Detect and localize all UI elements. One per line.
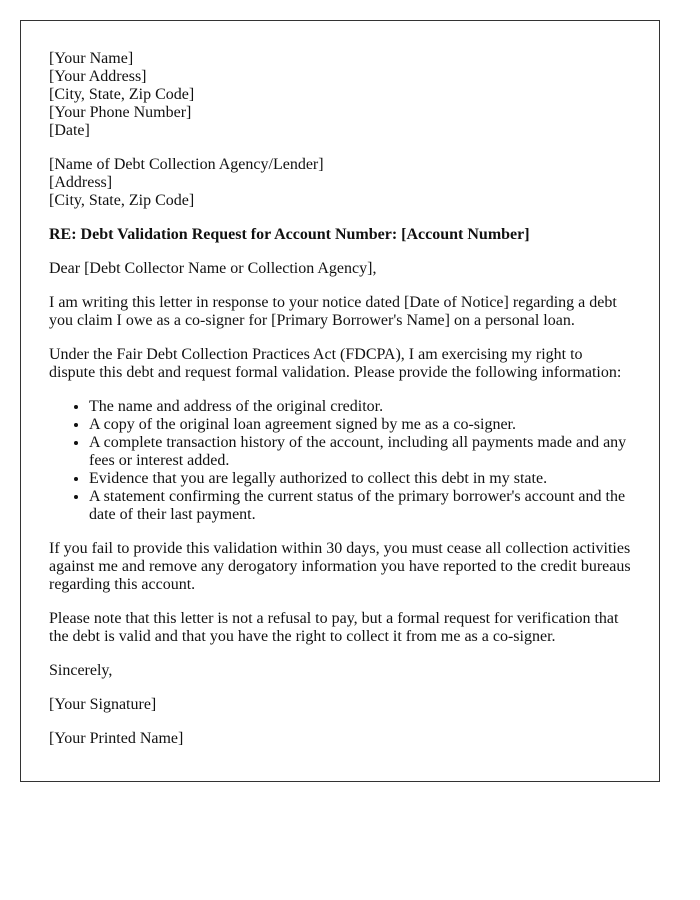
sender-city-state-zip: [City, State, Zip Code]	[49, 86, 195, 103]
body-paragraph-1: I am writing this letter in response to your notice dated [Date of Notice] regarding a debt you claim I owe as a co-signer for [Primary Borrower's Name] on a personal loan.	[49, 294, 617, 329]
sender-phone: [Your Phone Number]	[49, 104, 192, 121]
body-paragraph-2: Under the Fair Debt Collection Practices Act (FDCPA), I am exercising my right to dispute this debt and request formal validation. Please provide the following information:	[49, 346, 622, 381]
request-list	[49, 398, 631, 524]
sender-name: [Your Name]	[49, 50, 134, 67]
list-item: • A copy of the original loan agreement signed by me as a co-signer.	[89, 416, 631, 434]
subject-line: RE: Debt Validation Request for Account Number: [Account Number]	[49, 226, 530, 243]
signature-placeholder: [Your Signature]	[49, 696, 157, 713]
letter-page	[20, 20, 660, 782]
recipient-name: [Name of Debt Collection Agency/Lender]	[49, 156, 324, 173]
recipient-block	[49, 156, 631, 210]
salutation: Dear [Debt Collector Name or Collection Agency],	[49, 260, 377, 277]
list-item: • Evidence that you are legally authorized to collect this debt in my state.	[89, 470, 631, 488]
sender-block	[49, 50, 631, 140]
valediction: Sincerely,	[49, 662, 113, 679]
list-item: • A complete transaction history of the account, including all payments made and any fees or interest added.	[89, 434, 631, 470]
sender-address: [Your Address]	[49, 68, 147, 85]
recipient-city-state-zip: [City, State, Zip Code]	[49, 192, 195, 209]
letter-date: [Date]	[49, 122, 90, 139]
body-paragraph-3: If you fail to provide this validation within 30 days, you must cease all collection activities against me and remove any derogatory information you have reported to the credit bureaus regarding this account.	[49, 540, 631, 593]
list-item: • The name and address of the original creditor.	[89, 398, 631, 416]
recipient-address: [Address]	[49, 174, 113, 191]
list-item: • A statement confirming the current status of the primary borrower's account and the date of their last payment.	[89, 488, 631, 524]
body-paragraph-4: Please note that this letter is not a refusal to pay, but a formal request for verification that the debt is valid and that you have the right to collect it from me as a co-signer.	[49, 610, 619, 645]
printed-name-placeholder: [Your Printed Name]	[49, 730, 184, 747]
